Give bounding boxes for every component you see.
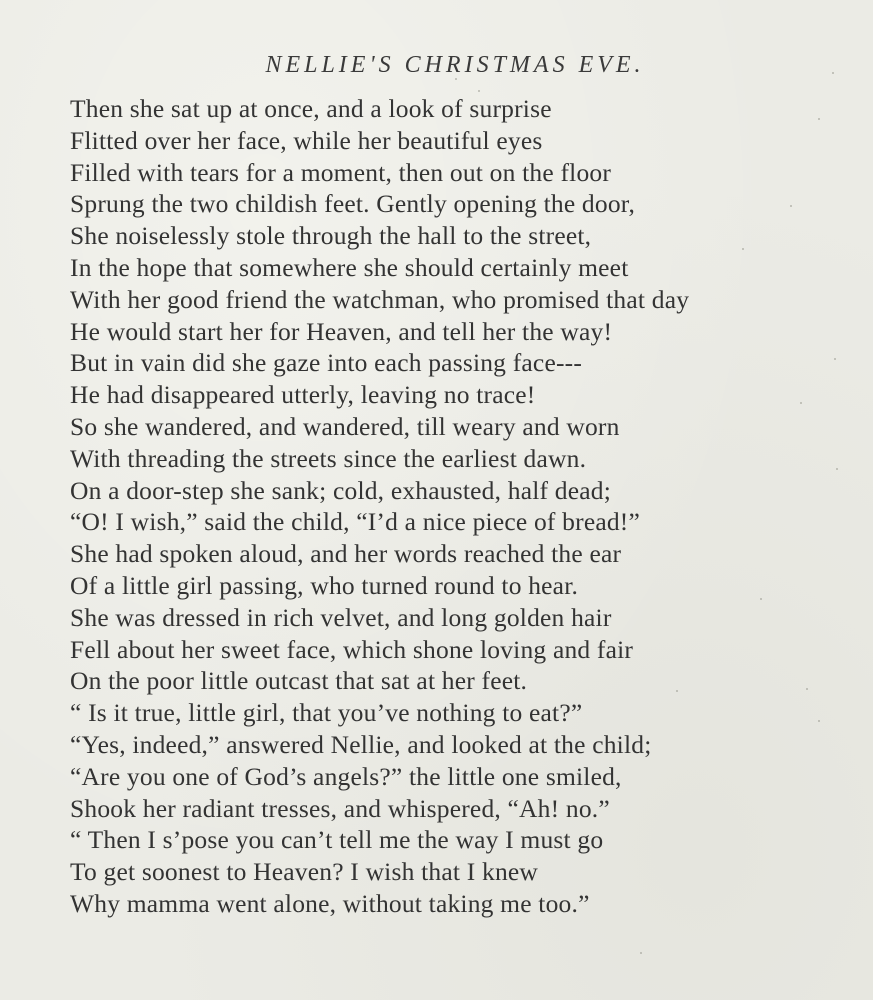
poem-line: Of a little girl passing, who turned round to hear.: [70, 570, 579, 600]
paper-speck: [832, 72, 834, 74]
poem-line: With her good friend the watchman, who promised that day: [70, 284, 690, 314]
poem-line: “Yes, indeed,” answered Nellie, and looked at the child;: [70, 729, 652, 759]
paper-speck: [742, 248, 744, 250]
poem-line: On the poor little outcast that sat at her feet.: [70, 666, 528, 696]
paper-speck: [790, 205, 792, 207]
poem-line: “Are you one of God’s angels?” the little one smiled,: [70, 761, 622, 791]
poem-line: She noiselessly stole through the hall to the street,: [70, 221, 592, 251]
paper-speck: [806, 688, 808, 690]
paper-speck: [818, 118, 820, 120]
poem-line: Sprung the two childish feet. Gently opening the door,: [70, 189, 636, 219]
poem-line: But in vain did she gaze into each passing face---: [70, 348, 583, 378]
running-header: NELLIE'S CHRISTMAS EVE.: [265, 52, 645, 78]
poem-line: “O! I wish,” said the child, “I’d a nice piece of bread!”: [70, 507, 641, 537]
poem-line: “ Then I s’pose you can’t tell me the way I must go: [70, 825, 604, 855]
poem-line: With threading the streets since the earliest dawn.: [70, 443, 587, 473]
paper-speck: [478, 90, 480, 92]
poem-line: To get soonest to Heaven? I wish that I knew: [70, 857, 539, 887]
paper-speck: [800, 402, 802, 404]
poem-line: Filled with tears for a moment, then out on the floor: [70, 157, 612, 187]
paper-speck: [640, 952, 642, 954]
poem-line: Then she sat up at once, and a look of surprise: [70, 94, 552, 123]
paper-speck: [455, 78, 457, 80]
poem-line: Shook her radiant tresses, and whispered, “Ah! no.”: [70, 793, 610, 823]
paper-speck: [676, 690, 678, 692]
paper-speck: [834, 358, 836, 360]
poem-line: In the hope that somewhere she should certainly meet: [70, 252, 629, 282]
paper-speck: [760, 598, 762, 600]
poem-line: He would start her for Heaven, and tell her the way!: [70, 316, 613, 346]
poem-line: Flitted over her face, while her beautiful eyes: [70, 125, 543, 155]
poem-line: On a door-step she sank; cold, exhausted, half dead;: [70, 475, 611, 505]
poem-line: She was dressed in rich velvet, and long golden hair: [70, 602, 612, 632]
paper-speck: [836, 468, 838, 470]
poem-line: He had disappeared utterly, leaving no trace!: [70, 380, 536, 410]
poem-line: Fell about her sweet face, which shone loving and fair: [70, 634, 634, 664]
poem-line: Why mamma went alone, without taking me too.”: [70, 888, 590, 918]
poem-text: [70, 93, 870, 920]
poem-line: So she wandered, and wandered, till weary and worn: [70, 411, 620, 441]
poem-line: “ Is it true, little girl, that you’ve nothing to eat?”: [70, 698, 583, 728]
poem-line: She had spoken aloud, and her words reached the ear: [70, 539, 622, 569]
paper-speck: [818, 720, 820, 722]
